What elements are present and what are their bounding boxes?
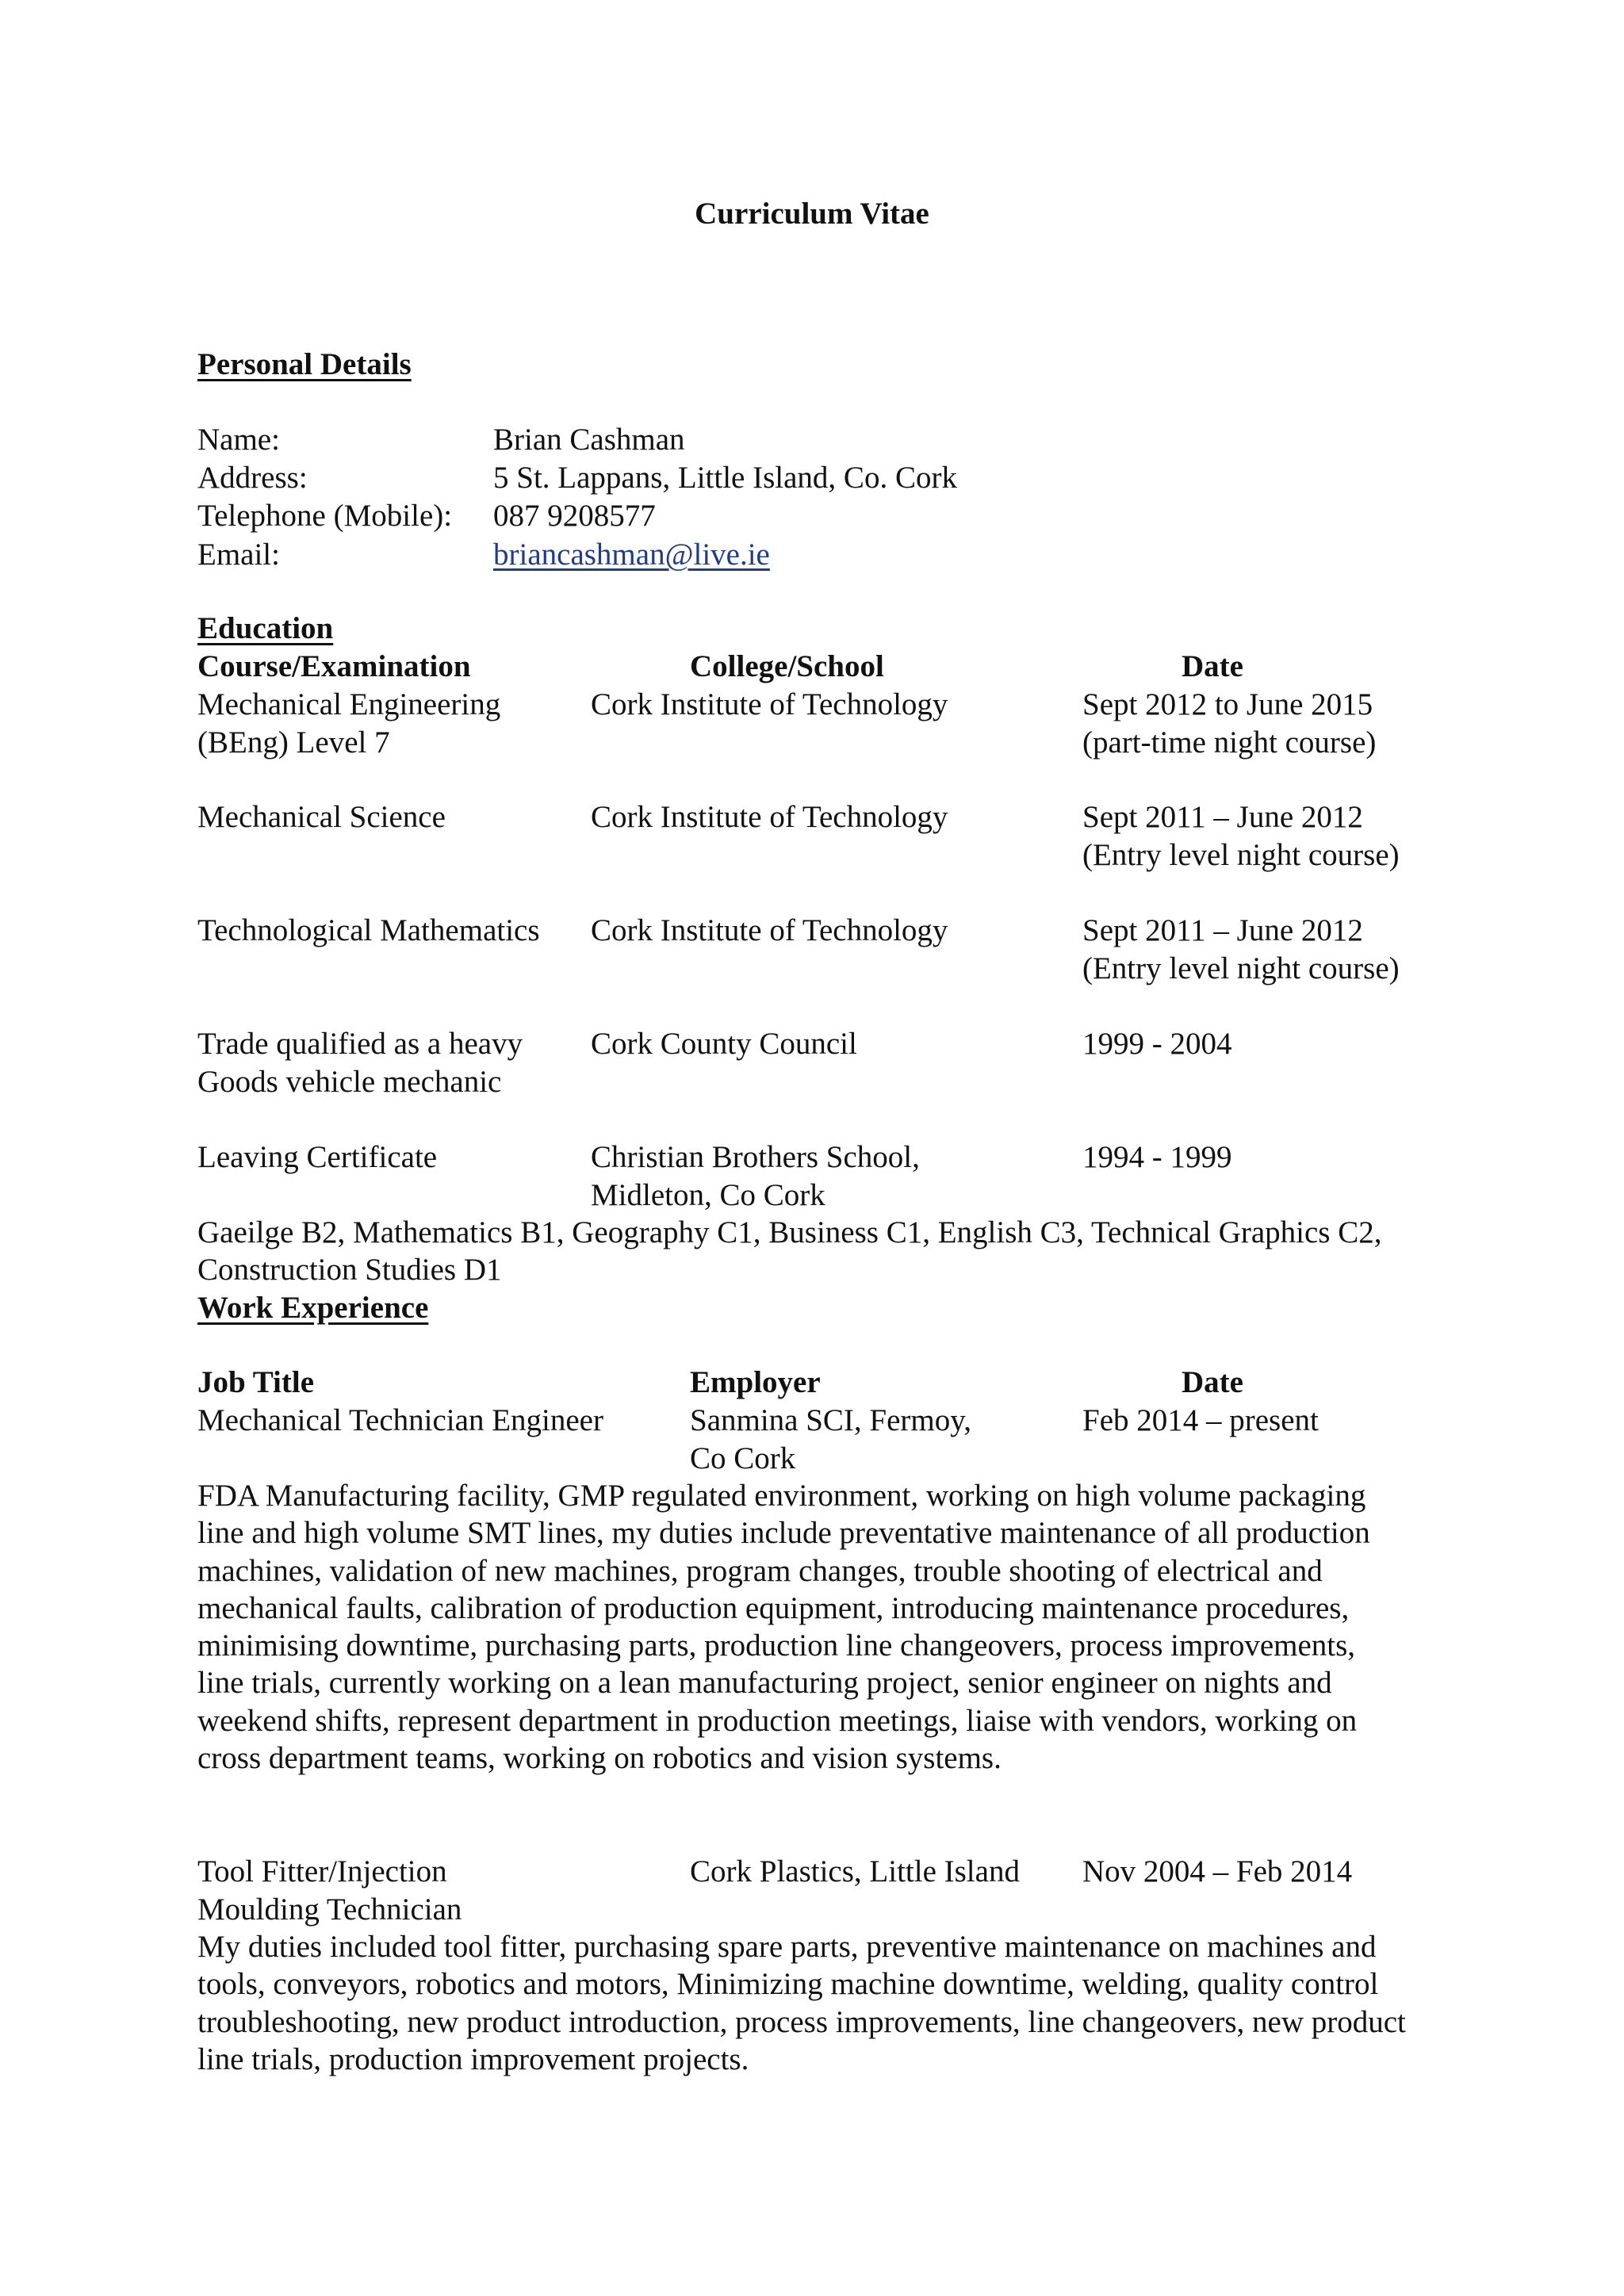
education-course-line: Trade qualified as a heavy <box>197 1027 523 1061</box>
education-date-line: Sept 2011 – June 2012 <box>1082 913 1363 947</box>
job-employer-line: Co Cork <box>690 1441 796 1475</box>
education-college-line: Cork County Council <box>591 1027 857 1061</box>
job-employer-line: Sanmina SCI, Fermoy, <box>690 1403 971 1437</box>
education-col-course: Course/Examination <box>197 649 471 683</box>
job-date: Nov 2004 – Feb 2014 <box>1082 1854 1353 1888</box>
name-label: Name: <box>197 423 280 457</box>
education-col-college: College/School <box>690 649 884 683</box>
education-course-line: Mechanical Engineering <box>197 687 501 721</box>
job-title-line: Tool Fitter/Injection <box>197 1854 447 1888</box>
education-date-line: Sept 2012 to June 2015 <box>1082 687 1373 721</box>
work-col-title: Job Title <box>197 1365 315 1399</box>
job-employer-line: Cork Plastics, Little Island <box>690 1854 1020 1888</box>
education-col-date: Date <box>1182 649 1243 683</box>
education-date-line: Sept 2011 – June 2012 <box>1082 800 1363 834</box>
leaving-cert-grades: Gaeilge B2, Mathematics B1, Geography C1, Business C1, English C3, Technical Graphics C2, Construction Studies D1 <box>197 1215 1382 1288</box>
name-value: Brian Cashman <box>493 423 685 457</box>
education-college-line: Cork Institute of Technology <box>591 913 948 947</box>
education-date-line: 1999 - 2004 <box>1082 1027 1232 1061</box>
education-course-line: (BEng) Level 7 <box>197 725 390 760</box>
work-col-employer: Employer <box>690 1365 821 1399</box>
address-label: Address: <box>197 461 308 495</box>
work-col-date: Date <box>1182 1365 1243 1399</box>
education-college-line: Christian Brothers School, <box>591 1140 920 1174</box>
address-value: 5 St. Lappans, Little Island, Co. Cork <box>493 461 957 495</box>
education-date-line: (Entry level night course) <box>1082 838 1400 872</box>
job-title-line: Moulding Technician <box>197 1892 462 1927</box>
education-college-line: Cork Institute of Technology <box>591 800 948 834</box>
education-date-line: (Entry level night course) <box>1082 951 1400 985</box>
education-date-line: 1994 - 1999 <box>1082 1140 1232 1174</box>
education-heading: Education <box>197 611 334 645</box>
job-description: My duties included tool fitter, purchasing spare parts, preventive maintenance on machines and tools, conveyors, robotics and motors, Minimizing machine downtime, welding, quality control troubleshooting, new product introduction, process improvements, line changeovers, new product line trials, production improvement projects. <box>197 1930 1406 2076</box>
job-title-line: Mechanical Technician Engineer <box>197 1403 603 1437</box>
email-label: Email: <box>197 538 280 572</box>
phone-value: 087 9208577 <box>493 499 656 533</box>
education-college-line: Cork Institute of Technology <box>591 687 948 721</box>
education-course-line: Goods vehicle mechanic <box>197 1065 502 1099</box>
personal-details-heading: Personal Details <box>197 347 412 381</box>
phone-label: Telephone (Mobile): <box>197 499 453 533</box>
document-title: Curriculum Vitae <box>695 197 929 231</box>
job-description: FDA Manufacturing facility, GMP regulated environment, working on high volume packaging line and high volume SMT lines, my duties include preventative maintenance of all production machines, validation of new machines, program changes, trouble shooting of electrical and mechanical faults, calibration of production equipment, introducing maintenance procedures, minimising downtime, purchasing parts, production line changeovers, process improvements, line trials, currently working on a lean manufacturing project, senior engineer on nights and weekend shifts, represent department in production meetings, liaise with vendors, working on cross department teams, working on robotics and vision systems. <box>197 1479 1370 1776</box>
job-date: Feb 2014 – present <box>1082 1403 1319 1437</box>
education-course-line: Leaving Certificate <box>197 1140 438 1174</box>
education-date-line: (part-time night course) <box>1082 725 1377 760</box>
education-course-line: Technological Mathematics <box>197 913 540 947</box>
email-link[interactable]: briancashman@live.ie <box>493 538 770 572</box>
work-experience-heading: Work Experience <box>197 1291 429 1325</box>
education-college-line: Midleton, Co Cork <box>591 1178 825 1212</box>
education-course-line: Mechanical Science <box>197 800 446 834</box>
